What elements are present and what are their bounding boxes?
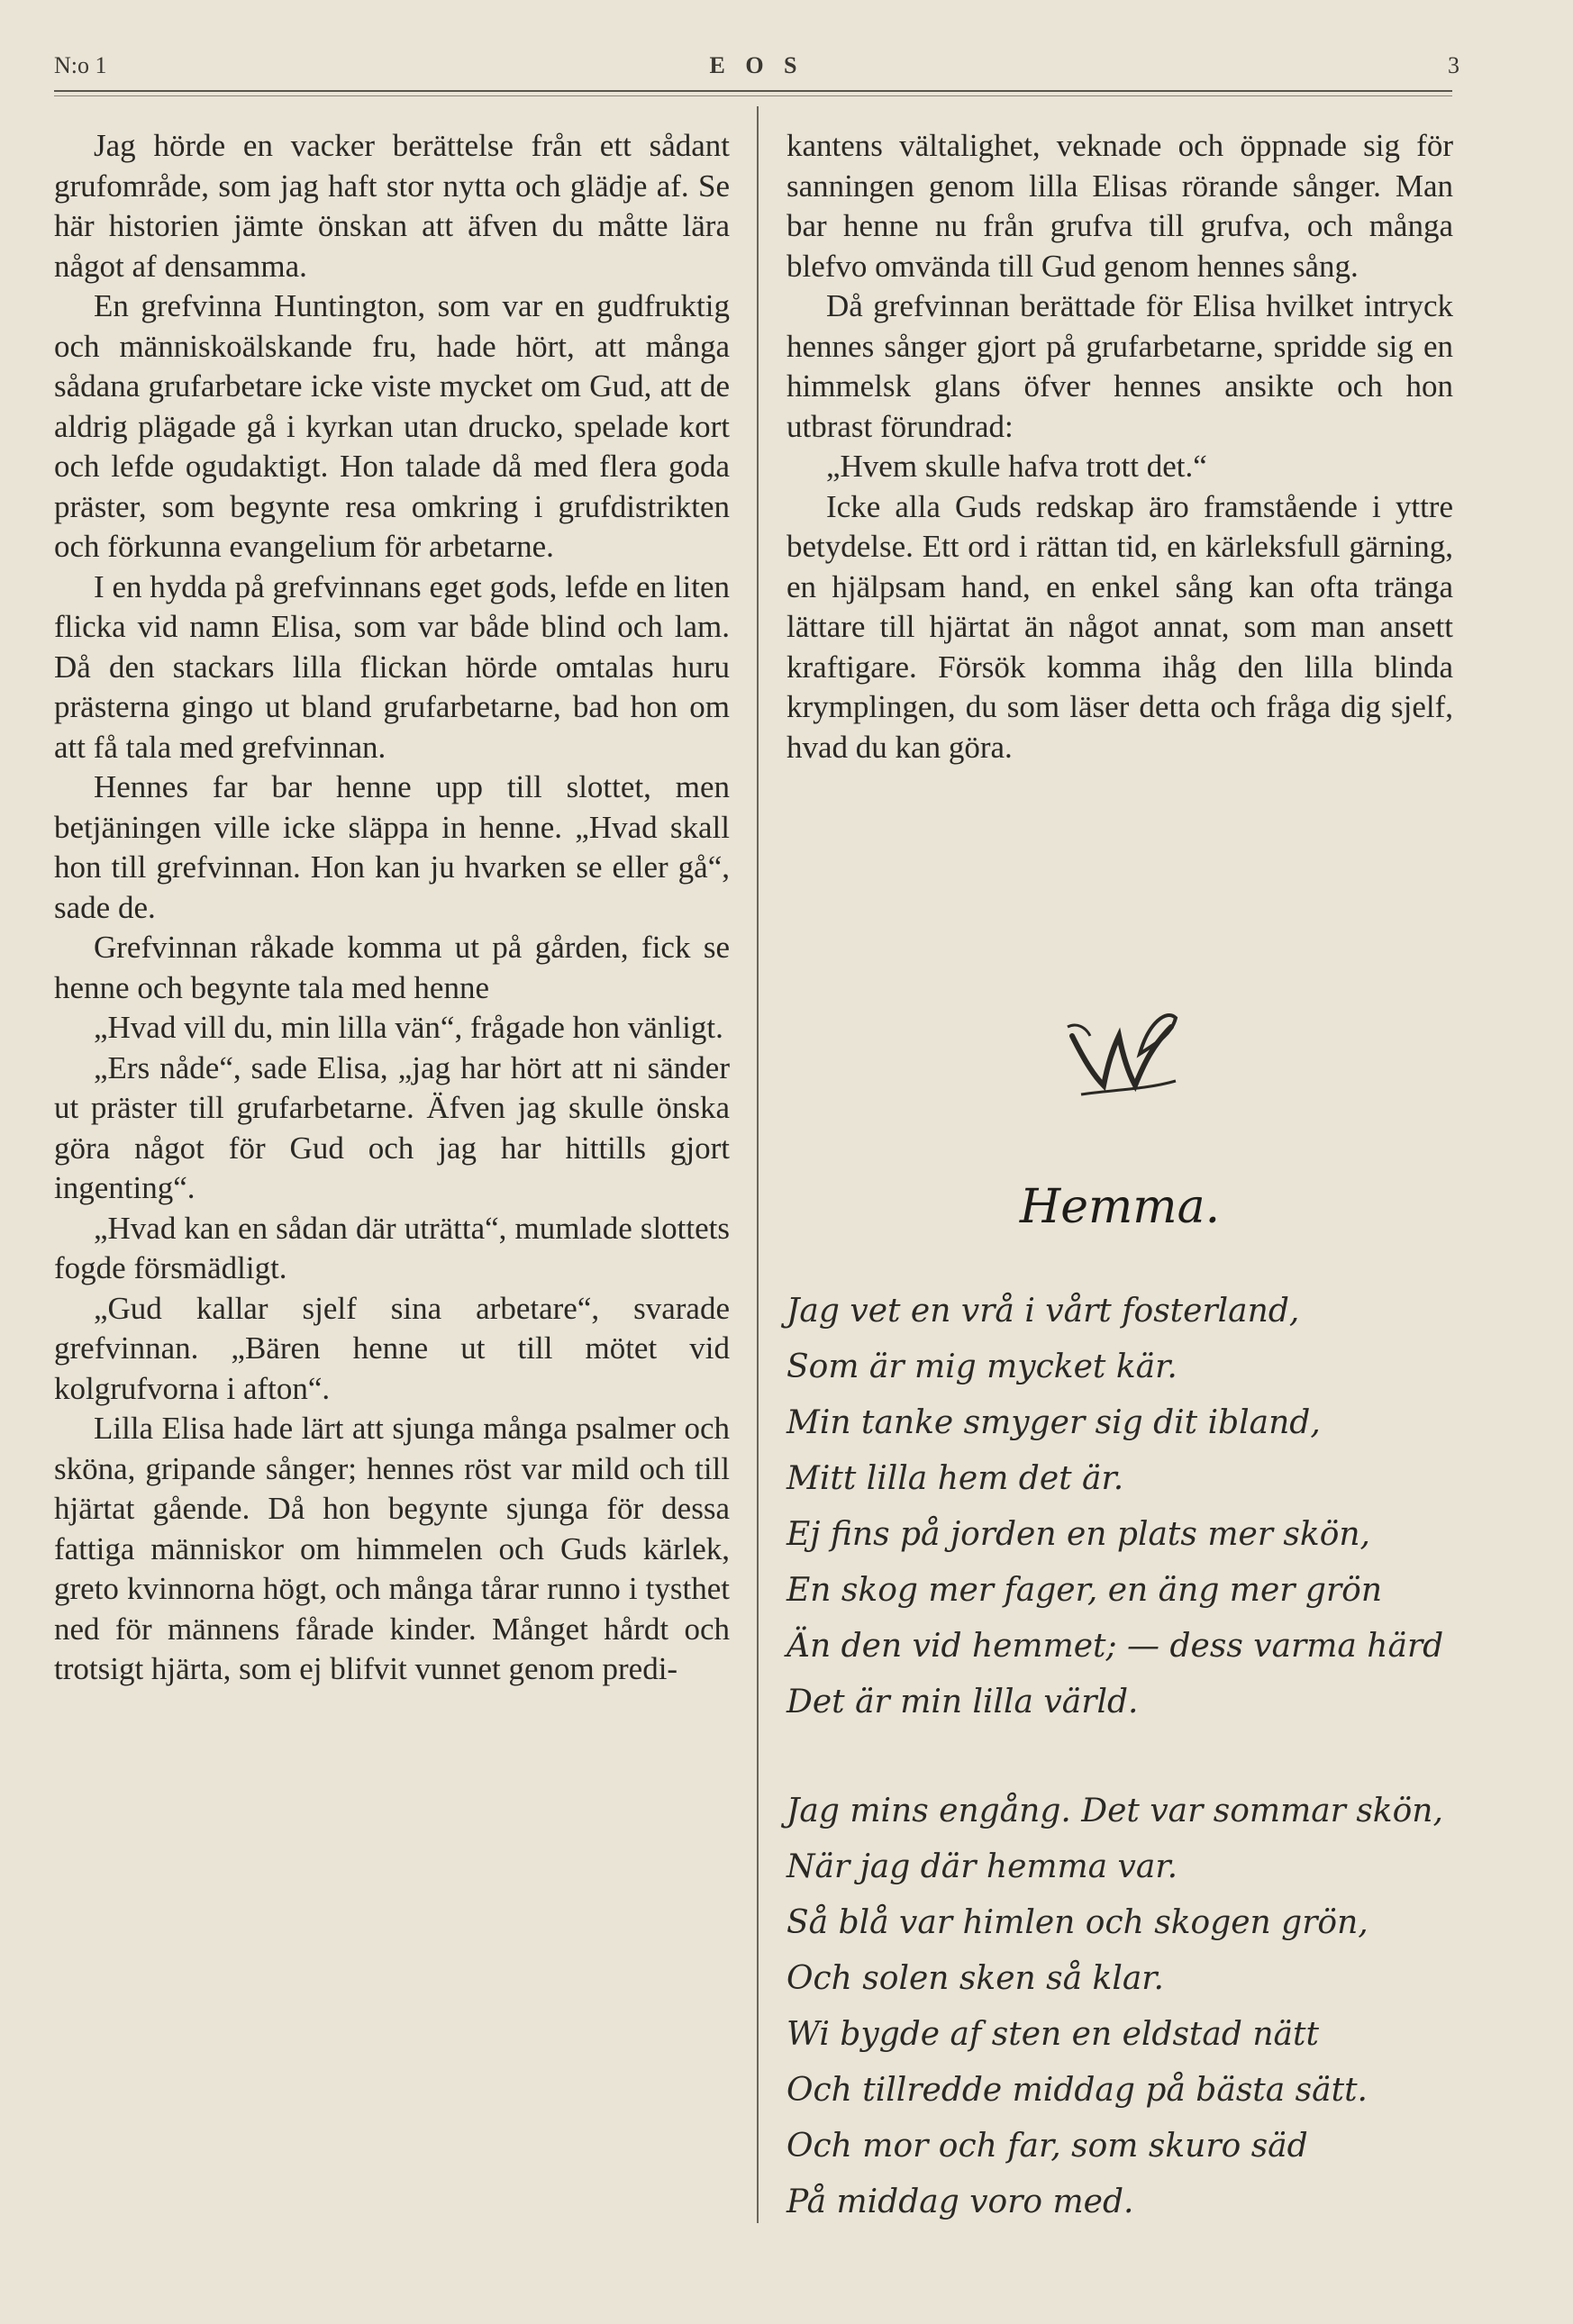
paragraph: „Hvad kan en sådan där uträtta“, mumlade slottets fogde försmädligt. xyxy=(54,1210,730,1285)
paragraph: Icke alla Guds redskap äro framstående i yttre betydelse. Ett ord i rättan tid, en kärleksfull gärning, en hjälpsam hand, en enkel sång kan ofta tränga lättare till hjärtat än något annat, som man ansett kraftigare. Försök komma ihåg den lilla blinda krymplingen, du som läser detta och fråga dig sjelf, hvad du kan göra. xyxy=(786,488,1453,765)
page-header xyxy=(54,47,1459,92)
paragraph: „Hvad vill du, min lilla vän“, frågade hon vänligt. xyxy=(94,1010,723,1045)
journal-title: E O S xyxy=(709,52,805,78)
paragraph: Hennes far bar henne upp till slottet, men betjäningen ville icke släppa in henne. „Hvad skall hon till grefvinnan. Hon kan ju hvarken se eller gå“, sade de. xyxy=(54,769,730,925)
poem-line: Och solen sken så klar. xyxy=(786,1960,1164,1997)
poem-line: Det är min lilla värld. xyxy=(786,1684,1139,1720)
poem-line: Jag mins engång. Det var sommar skön, xyxy=(786,1793,1443,1829)
paragraph: „Gud kallar sjelf sina arbetare“, svarade grefvinnan. „Bären henne ut till mötet vid kolgrufvorna i afton“. xyxy=(54,1290,730,1406)
paragraph: Lilla Elisa hade lärt att sjunga många psalmer och sköna, gripande sånger; hennes röst var mild och till hjärtat gående. Då hon begynte sjunga för dessa fattiga människor om himmelen och Guds kärlek, greto kvinnorna högt, och många tårar runno i tysthet ned för männens fårade kinder. Månget hårdt och trotsigt hjärta, som ej blifvit vunnet genom predi- xyxy=(54,1411,730,1686)
poem-title: Hemma. xyxy=(1019,1180,1221,1234)
issue-number: N:o 1 xyxy=(54,52,107,78)
poem-line: Mitt lilla hem det är. xyxy=(786,1460,1124,1497)
floral-ornament-icon xyxy=(1063,1000,1180,1099)
poem-line: Och mor och far, som skuro säd xyxy=(786,2128,1308,2165)
paragraph: „Hvem skulle hafva trott det.“ xyxy=(826,449,1207,484)
header-rule-thin xyxy=(54,95,1452,96)
paragraph: Grefvinnan råkade komma ut på gården, fick se henne och begynte tala med henne xyxy=(54,930,730,1005)
poem-line: På middag voro med. xyxy=(786,2183,1134,2220)
poem-line: Som är mig mycket kär. xyxy=(786,1348,1177,1385)
paragraph: Då grefvinnan berättade för Elisa hvilket intryck hennes sånger gjort på grufarbetarne, spridde sig en himmelsk glans öfver hennes ansikte och hon utbrast förundrad: xyxy=(786,288,1453,444)
poem-line: En skog mer fager, en äng mer grön xyxy=(786,1572,1383,1609)
left-column xyxy=(54,126,730,1690)
header-rule xyxy=(54,90,1452,92)
paragraph: „Ers nåde“, sade Elisa, „jag har hört att ni sänder ut präster till grufarbetarne. Äfven jag skulle önska göra något för Gud och jag har hittills gjort ingenting“. xyxy=(54,1049,730,1205)
poem-line: När jag där hemma var. xyxy=(786,1848,1178,1885)
right-column xyxy=(786,126,1453,767)
poem-line: Wi bygde af sten en eldstad nätt xyxy=(786,2016,1319,2053)
poem-stanza-2 xyxy=(786,1784,1453,2230)
poem-line: Och tillredde middag på bästa sätt. xyxy=(786,2072,1368,2109)
column-divider xyxy=(757,106,759,2223)
poem-line: Ej fins på jorden en plats mer skön, xyxy=(786,1516,1370,1553)
poem-line: Än den vid hemmet; — dess varma härd xyxy=(786,1628,1444,1665)
page-number: 3 xyxy=(1448,52,1459,78)
poem-line: Så blå var himlen och skogen grön, xyxy=(786,1904,1368,1941)
paragraph: En grefvinna Huntington, som var en gudfruktig och människoälskande fru, hade hört, att många sådana grufarbetare icke viste mycket om Gud, att de aldrig plägade gå i kyrkan utan drucko, spelade kort och lefde ogudaktigt. Hon talade då med flera goda präster, som begynte resa omkring i grufdistrikten och förkunna evangelium för arbetarne. xyxy=(54,288,730,564)
poem-line: Min tanke smyger sig dit ibland, xyxy=(786,1404,1321,1441)
poem-line: Jag vet en vrå i vårt fosterland, xyxy=(786,1293,1300,1330)
paragraph: I en hydda på grefvinnans eget gods, lefde en liten flicka vid namn Elisa, som var både blind och lam. Då den stackars lilla flickan hörde omtalas huru prästerna gingo ut bland grufarbetarne, bad hon om att få tala med grefvinnan. xyxy=(54,568,730,765)
paragraph: kantens vältalighet, veknade och öppnade sig för sanningen genom lilla Elisas rörande sånger. Man bar henne nu från grufva till grufva, och många blefvo omvända till Gud genom hennes sång. xyxy=(786,128,1453,284)
poem-stanza-1 xyxy=(786,1284,1453,1730)
paragraph: Jag hörde en vacker berättelse från ett sådant grufområde, som jag haft stor nytta och glädje af. Se här historien jämte önskan att äfven du måtte lära något af densamma. xyxy=(54,128,730,284)
